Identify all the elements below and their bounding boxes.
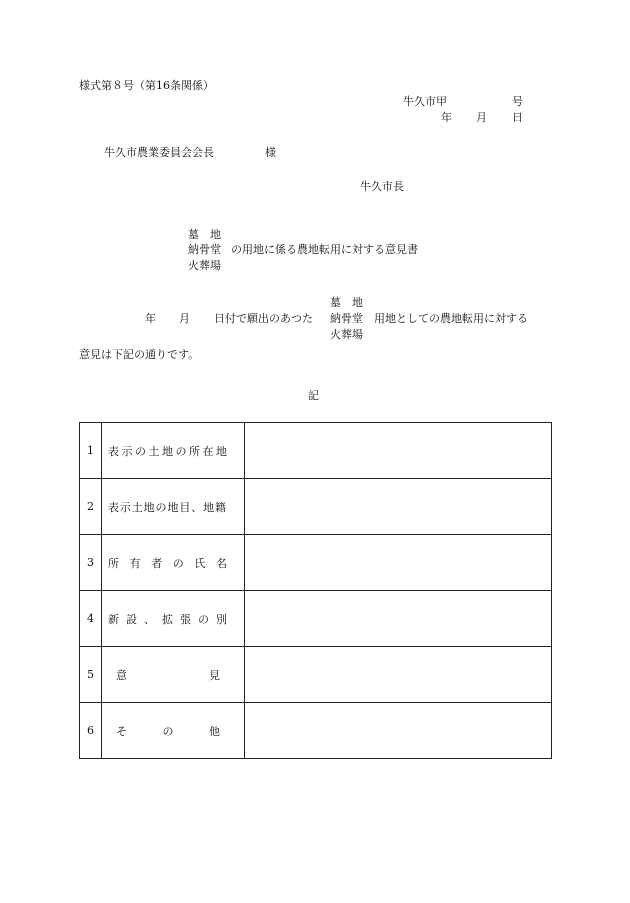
body-option-crematorium: 火葬場	[330, 328, 363, 341]
row-label: その他	[116, 724, 220, 738]
row-number: 2	[80, 479, 102, 535]
table-row	[80, 647, 552, 703]
row-label: 所有者の氏名	[108, 556, 227, 570]
table-row	[80, 479, 552, 535]
row-value	[245, 423, 552, 479]
row-label: 新設、拡張の別	[108, 612, 227, 626]
date-day: 日	[512, 111, 523, 124]
row-value	[245, 535, 552, 591]
row-label-cell	[102, 591, 245, 647]
row-label-cell	[102, 479, 245, 535]
addressee-name: 牛久市農業委員会会長	[104, 146, 214, 159]
row-number: 5	[80, 647, 102, 703]
subject-suffix: の用地に係る農地転用に対する意見書	[231, 243, 418, 256]
row-label: 表示土地の地目、地籍	[108, 500, 226, 514]
body-year: 年	[145, 312, 156, 325]
body-text-conversion: 用地としての農地転用に対する	[374, 312, 528, 325]
body-month: 月	[179, 312, 190, 325]
row-number: 1	[80, 423, 102, 479]
date-year: 年	[441, 111, 452, 124]
row-label-cell	[102, 535, 245, 591]
table-row	[80, 591, 552, 647]
reference-suffix: 号	[512, 95, 523, 108]
row-label-cell	[102, 703, 245, 759]
row-label: 表示の土地の所在地	[108, 444, 227, 458]
body-text-applied: 日付で願出のあつた	[214, 312, 313, 325]
body-option-cemetery: 墓 地	[330, 296, 363, 309]
table-row	[80, 535, 552, 591]
ki-heading: 記	[308, 389, 319, 402]
row-number: 4	[80, 591, 102, 647]
table-row	[80, 703, 552, 759]
subject-option-cemetery: 墓 地	[188, 228, 221, 241]
row-label-cell	[102, 647, 245, 703]
record-table	[79, 422, 552, 759]
body-option-ossuary: 納骨堂	[330, 312, 363, 325]
row-label-cell	[102, 423, 245, 479]
row-value	[245, 647, 552, 703]
subject-option-ossuary: 納骨堂	[188, 243, 221, 256]
row-value	[245, 479, 552, 535]
reference-prefix: 牛久市甲	[403, 95, 447, 108]
addressee-honorific: 様	[265, 146, 276, 159]
row-number: 3	[80, 535, 102, 591]
subject-option-crematorium: 火葬場	[188, 259, 221, 272]
row-value	[245, 591, 552, 647]
date-month: 月	[476, 111, 487, 124]
sender-name: 牛久市長	[360, 180, 404, 193]
row-value	[245, 703, 552, 759]
table-row	[80, 423, 552, 479]
row-label: 意見	[116, 668, 220, 682]
form-number: 様式第８号（第16条関係）	[79, 79, 214, 92]
row-number: 6	[80, 703, 102, 759]
body-conclusion: 意見は下記の通りです。	[79, 348, 200, 361]
